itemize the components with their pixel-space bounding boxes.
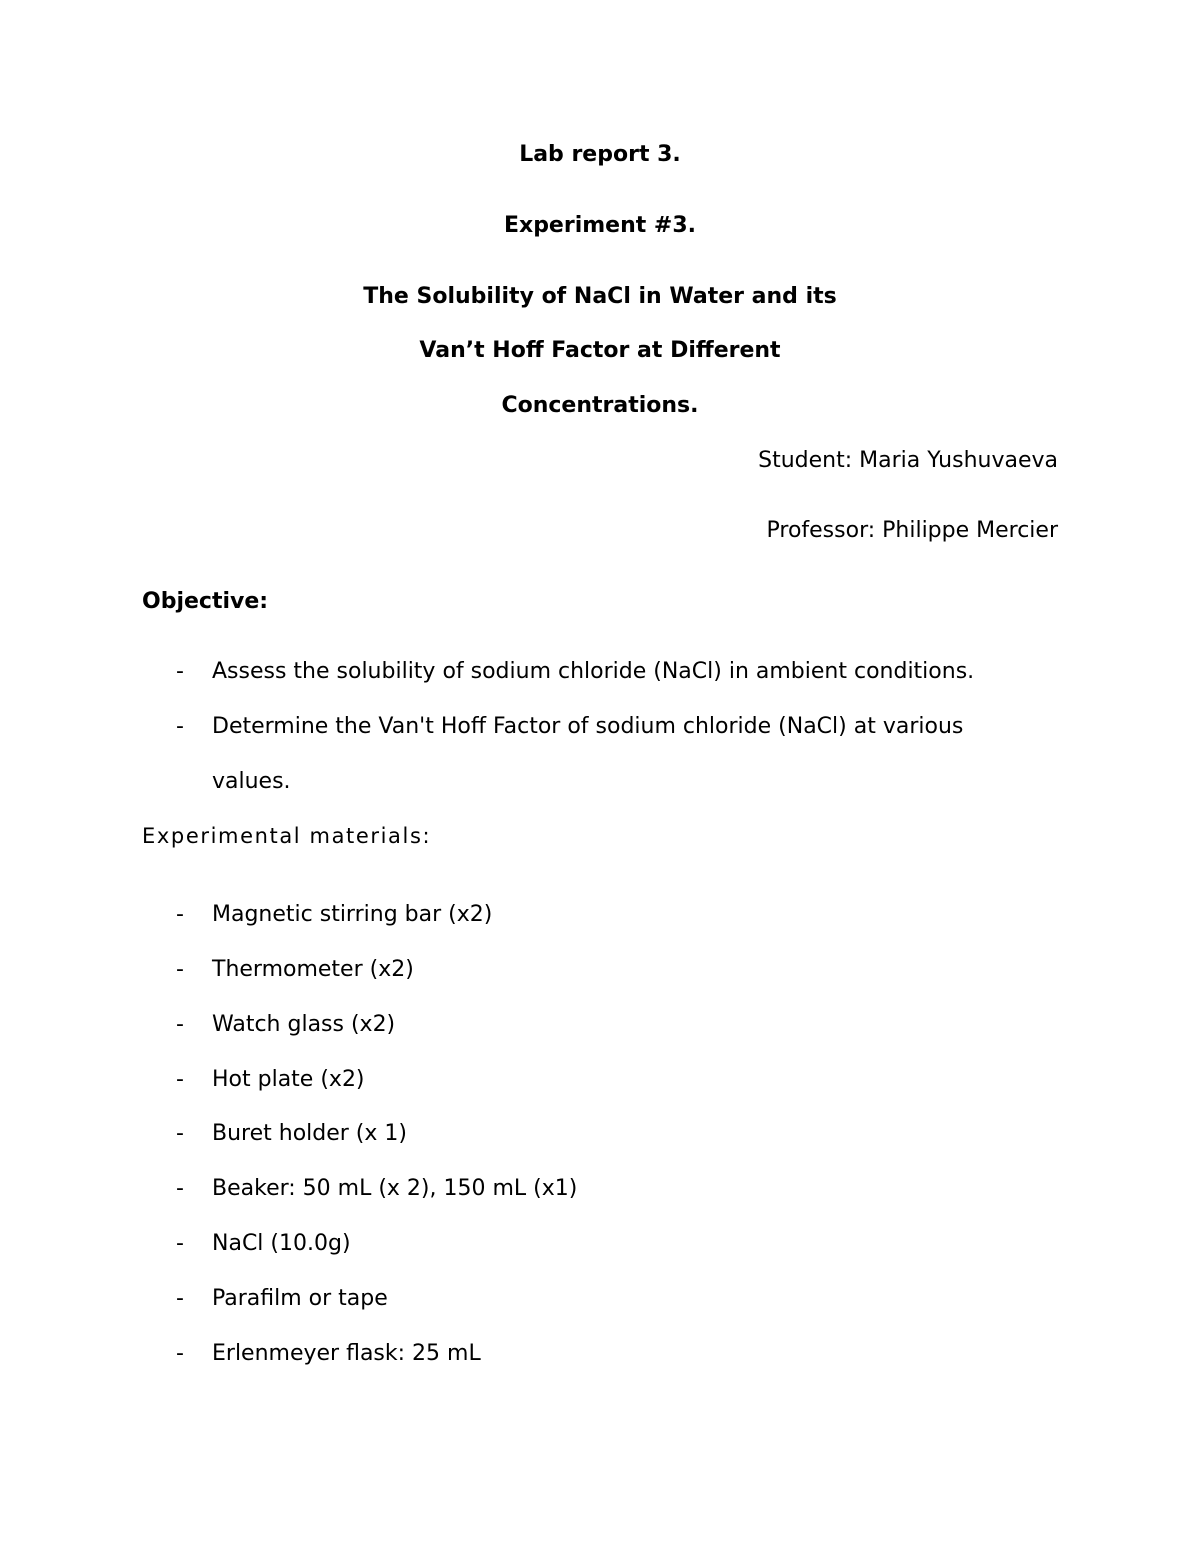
student-name: Student: Maria Yushuvaeva: [758, 448, 1058, 473]
report-title: Lab report 3.: [519, 142, 681, 167]
objective-item-continuation: values.: [212, 769, 291, 794]
experiment-number: Experiment #3.: [503, 213, 697, 238]
bullet-dash: -: [176, 902, 184, 927]
title-line-1: The Solubility of NaCl in Water and its: [363, 284, 837, 309]
title-line-2: Van’t Hoff Factor at Different: [419, 338, 781, 363]
bullet-dash: -: [176, 659, 184, 684]
professor-name: Professor: Philippe Mercier: [766, 518, 1058, 543]
material-item: Magnetic stirring bar (x2): [212, 902, 493, 927]
material-item: Parafilm or tape: [212, 1286, 388, 1311]
bullet-dash: -: [176, 1121, 184, 1146]
bullet-dash: -: [176, 1341, 184, 1366]
material-item: NaCl (10.0g): [212, 1231, 351, 1256]
material-item: Buret holder (x 1): [212, 1121, 407, 1146]
objective-heading: Objective:: [142, 589, 269, 614]
bullet-dash: -: [176, 1231, 184, 1256]
material-item: Thermometer (x2): [212, 957, 414, 982]
material-item: Watch glass (x2): [212, 1012, 396, 1037]
objective-item: Assess the solubility of sodium chloride (NaCl) in ambient conditions.: [212, 659, 975, 684]
material-item: Erlenmeyer flask: 25 mL: [212, 1341, 481, 1366]
bullet-dash: -: [176, 1176, 184, 1201]
material-item: Beaker: 50 mL (x 2), 150 mL (x1): [212, 1176, 578, 1201]
bullet-dash: -: [176, 714, 184, 739]
bullet-dash: -: [176, 1286, 184, 1311]
objective-item: Determine the Van't Hoff Factor of sodium chloride (NaCl) at various: [212, 714, 964, 739]
materials-heading: Experimental materials:: [142, 824, 432, 848]
material-item: Hot plate (x2): [212, 1067, 365, 1092]
bullet-dash: -: [176, 957, 184, 982]
bullet-dash: -: [176, 1067, 184, 1092]
title-line-3: Concentrations.: [501, 393, 699, 418]
bullet-dash: -: [176, 1012, 184, 1037]
